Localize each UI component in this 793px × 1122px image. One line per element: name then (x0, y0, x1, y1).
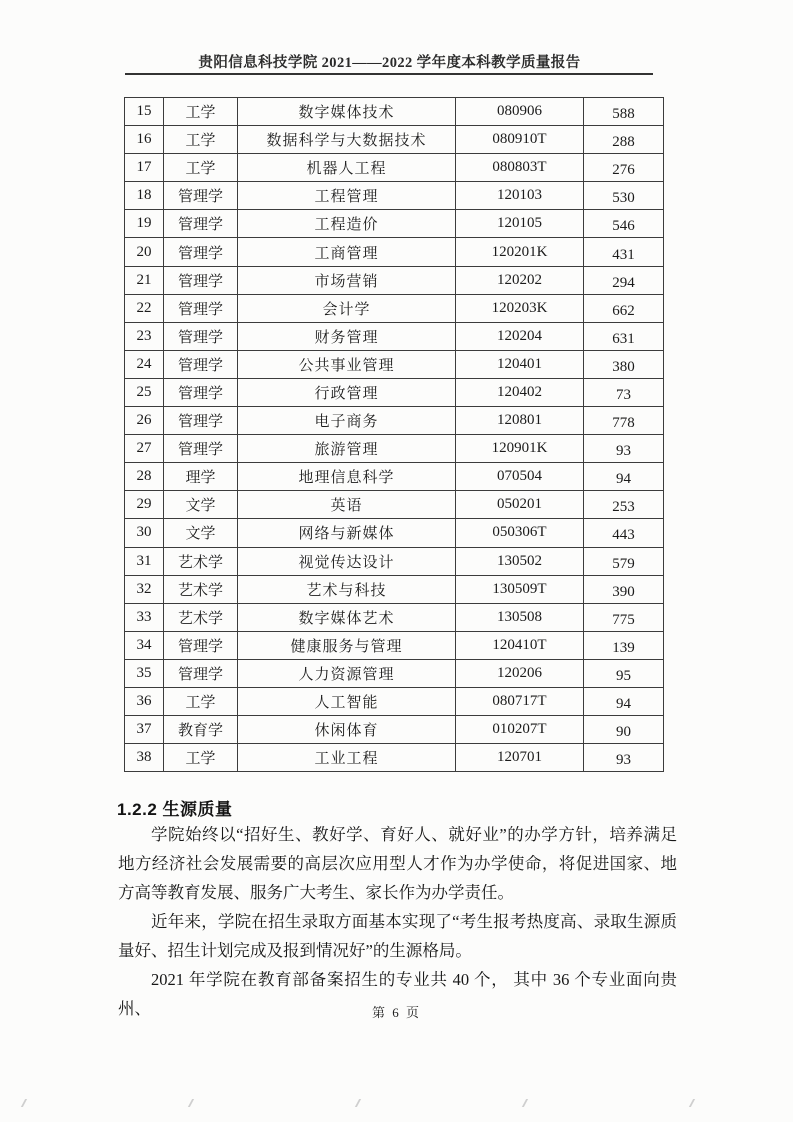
table-row (125, 435, 664, 463)
table-cell-count: 276 (584, 154, 664, 182)
table-row (125, 547, 664, 575)
table-cell-category: 文学 (164, 491, 238, 519)
table-cell-major: 视觉传达设计 (238, 547, 456, 575)
table-cell-count: 775 (584, 603, 664, 631)
scan-speck (183, 1099, 194, 1107)
table-row (125, 378, 664, 406)
table-cell-category: 管理学 (164, 631, 238, 659)
majors-table (124, 97, 664, 772)
table-cell-major: 机器人工程 (238, 154, 456, 182)
table-row (125, 463, 664, 491)
table-cell-major: 行政管理 (238, 378, 456, 406)
table-row (125, 294, 664, 322)
table-cell-major: 人力资源管理 (238, 659, 456, 687)
table-cell-category: 工学 (164, 154, 238, 182)
table-cell-count: 380 (584, 350, 664, 378)
table-cell-major: 工程管理 (238, 182, 456, 210)
table-cell-code: 120202 (456, 266, 584, 294)
section-heading: 1.2.2 生源质量 (117, 800, 233, 819)
table-cell-code: 120105 (456, 210, 584, 238)
table-row (125, 98, 664, 126)
table-cell-count: 73 (584, 378, 664, 406)
table-cell-no: 30 (125, 519, 164, 547)
table-cell-category: 管理学 (164, 350, 238, 378)
table-cell-code: 120402 (456, 378, 584, 406)
table-cell-no: 21 (125, 266, 164, 294)
table-cell-major: 地理信息科学 (238, 463, 456, 491)
table-cell-category: 工学 (164, 687, 238, 715)
table-cell-count: 93 (584, 744, 664, 772)
header-rule (125, 73, 653, 75)
page-number: 第 6 页 (371, 1005, 421, 1020)
scan-speck (517, 1099, 528, 1107)
table-cell-code: 080803T (456, 154, 584, 182)
table-cell-no: 28 (125, 463, 164, 491)
table-cell-no: 17 (125, 154, 164, 182)
table-cell-major: 工业工程 (238, 744, 456, 772)
table-cell-no: 19 (125, 210, 164, 238)
table-cell-code: 120103 (456, 182, 584, 210)
table-cell-category: 管理学 (164, 266, 238, 294)
table-cell-category: 管理学 (164, 407, 238, 435)
table-row (125, 631, 664, 659)
table-cell-category: 管理学 (164, 210, 238, 238)
table-cell-category: 文学 (164, 519, 238, 547)
table-cell-code: 120401 (456, 350, 584, 378)
table-cell-major: 人工智能 (238, 687, 456, 715)
table-cell-count: 288 (584, 126, 664, 154)
table-cell-major: 网络与新媒体 (238, 519, 456, 547)
table-cell-no: 24 (125, 350, 164, 378)
table-row (125, 407, 664, 435)
table-cell-category: 管理学 (164, 294, 238, 322)
table-cell-no: 23 (125, 322, 164, 350)
table-cell-count: 93 (584, 435, 664, 463)
table-cell-major: 工程造价 (238, 210, 456, 238)
table-cell-major: 市场营销 (238, 266, 456, 294)
table-cell-code: 120203K (456, 294, 584, 322)
table-cell-count: 390 (584, 575, 664, 603)
table-cell-major: 电子商务 (238, 407, 456, 435)
paragraph-mission: 学院始终以“招好生、教好学、育好人、就好业”的办学方针，培养满足地方经济社会发展需要的高层次应用型人才作为办学使命，将促进国家、地方高等教育发展、服务广大考生、家长作为办学责任。 (118, 825, 677, 902)
table-cell-code: 130502 (456, 547, 584, 575)
table-cell-code: 120201K (456, 238, 584, 266)
table-row (125, 575, 664, 603)
table-cell-count: 588 (584, 98, 664, 126)
paragraph-majors-2021: 2021 年学院在教育部备案招生的专业共 40 个， 其中 36 个专业面向贵州、 (118, 970, 677, 1018)
table-cell-code: 120204 (456, 322, 584, 350)
table-cell-code: 080906 (456, 98, 584, 126)
table-cell-major: 公共事业管理 (238, 350, 456, 378)
table-cell-no: 18 (125, 182, 164, 210)
table-cell-category: 工学 (164, 98, 238, 126)
table-cell-count: 443 (584, 519, 664, 547)
table-cell-count: 95 (584, 659, 664, 687)
table-cell-code: 120901K (456, 435, 584, 463)
table-row (125, 322, 664, 350)
table-cell-no: 38 (125, 744, 164, 772)
table-cell-code: 120801 (456, 407, 584, 435)
table-cell-count: 294 (584, 266, 664, 294)
table-cell-count: 139 (584, 631, 664, 659)
table-cell-category: 工学 (164, 126, 238, 154)
table-cell-major: 休闲体育 (238, 716, 456, 744)
table-cell-major: 工商管理 (238, 238, 456, 266)
table-cell-category: 管理学 (164, 435, 238, 463)
table-cell-category: 艺术学 (164, 575, 238, 603)
table-cell-category: 艺术学 (164, 547, 238, 575)
table-cell-no: 32 (125, 575, 164, 603)
table-cell-no: 16 (125, 126, 164, 154)
table-cell-no: 35 (125, 659, 164, 687)
table-cell-major: 数据科学与大数据技术 (238, 126, 456, 154)
table-cell-code: 130508 (456, 603, 584, 631)
table-cell-no: 27 (125, 435, 164, 463)
table-cell-code: 120206 (456, 659, 584, 687)
table-cell-count: 90 (584, 716, 664, 744)
table-cell-code: 010207T (456, 716, 584, 744)
table-row (125, 716, 664, 744)
table-cell-count: 431 (584, 238, 664, 266)
table-cell-no: 36 (125, 687, 164, 715)
table-cell-code: 120410T (456, 631, 584, 659)
table-cell-code: 080910T (456, 126, 584, 154)
table-row (125, 491, 664, 519)
table-row (125, 126, 664, 154)
table-cell-count: 546 (584, 210, 664, 238)
table-cell-no: 31 (125, 547, 164, 575)
table-cell-no: 26 (125, 407, 164, 435)
table-row (125, 154, 664, 182)
table-row (125, 744, 664, 772)
table-cell-category: 管理学 (164, 322, 238, 350)
table-cell-category: 管理学 (164, 182, 238, 210)
table-cell-major: 旅游管理 (238, 435, 456, 463)
table-row (125, 687, 664, 715)
table-cell-category: 艺术学 (164, 603, 238, 631)
table-cell-code: 120701 (456, 744, 584, 772)
scan-speck (16, 1099, 27, 1107)
table-cell-major: 财务管理 (238, 322, 456, 350)
table-cell-major: 会计学 (238, 294, 456, 322)
table-cell-no: 37 (125, 716, 164, 744)
table-cell-category: 理学 (164, 463, 238, 491)
table-cell-category: 教育学 (164, 716, 238, 744)
table-cell-category: 管理学 (164, 238, 238, 266)
table-cell-major: 数字媒体艺术 (238, 603, 456, 631)
table-cell-count: 631 (584, 322, 664, 350)
table-cell-major: 艺术与科技 (238, 575, 456, 603)
scan-speck (350, 1099, 361, 1107)
paragraph-admissions: 近年来，学院在招生录取方面基本实现了“考生报考热度高、录取生源质量好、招生计划完成及报到情况好”的生源格局。 (118, 912, 677, 960)
table-cell-major: 数字媒体技术 (238, 98, 456, 126)
table-cell-category: 工学 (164, 744, 238, 772)
table-row (125, 238, 664, 266)
table-cell-count: 662 (584, 294, 664, 322)
table-row (125, 519, 664, 547)
table-cell-code: 080717T (456, 687, 584, 715)
table-cell-no: 34 (125, 631, 164, 659)
majors-table-body (125, 98, 664, 772)
table-cell-count: 94 (584, 463, 664, 491)
table-row (125, 350, 664, 378)
table-row (125, 182, 664, 210)
table-cell-category: 管理学 (164, 378, 238, 406)
table-cell-count: 530 (584, 182, 664, 210)
table-cell-no: 33 (125, 603, 164, 631)
table-cell-code: 070504 (456, 463, 584, 491)
section-body (118, 820, 677, 1023)
table-row (125, 603, 664, 631)
table-row (125, 210, 664, 238)
table-cell-major: 健康服务与管理 (238, 631, 456, 659)
table-cell-count: 253 (584, 491, 664, 519)
table-cell-category: 管理学 (164, 659, 238, 687)
table-cell-no: 22 (125, 294, 164, 322)
table-cell-no: 15 (125, 98, 164, 126)
table-cell-code: 130509T (456, 575, 584, 603)
table-cell-count: 94 (584, 687, 664, 715)
table-cell-count: 778 (584, 407, 664, 435)
table-row (125, 659, 664, 687)
table-cell-major: 英语 (238, 491, 456, 519)
table-cell-count: 579 (584, 547, 664, 575)
table-cell-code: 050201 (456, 491, 584, 519)
scan-speck (684, 1099, 695, 1107)
table-cell-code: 050306T (456, 519, 584, 547)
table-cell-no: 25 (125, 378, 164, 406)
table-row (125, 266, 664, 294)
table-cell-no: 29 (125, 491, 164, 519)
table-cell-no: 20 (125, 238, 164, 266)
running-header-title: 贵阳信息科技学院 2021——2022 学年度本科教学质量报告 (198, 55, 581, 71)
